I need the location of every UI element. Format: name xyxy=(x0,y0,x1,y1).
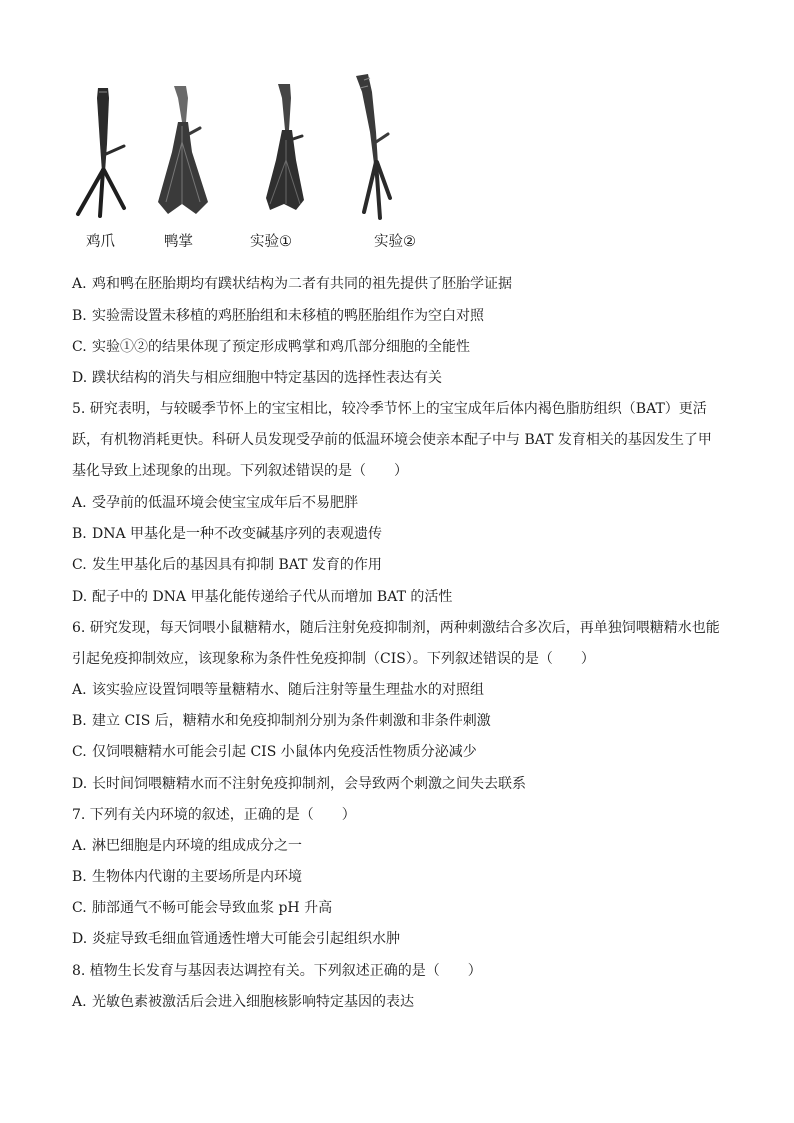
experiment-1-image xyxy=(256,80,320,215)
q5-option-a: A. 受孕前的低温环境会使宝宝成年后不易肥胖 xyxy=(72,495,358,511)
q6-option-b: B. 建立 CIS 后，糖精水和免疫抑制剂分别为条件刺激和非条件刺激 xyxy=(72,713,491,729)
q6-stem-line-1: 6. 研究发现，每天饲喂小鼠糖精水，随后注射免疫抑制剂，两种刺激结合多次后，再单独饲喂糖精水也能 xyxy=(72,620,720,636)
q6-option-d: D. 长时间饲喂糖精水而不注射免疫抑制剂，会导致两个刺激之间失去联系 xyxy=(72,776,526,792)
q4-option-a: A. 鸡和鸭在胚胎期均有蹼状结构为二者有共同的祖先提供了胚胎学证据 xyxy=(72,276,512,292)
q5-option-c: C. 发生甲基化后的基因具有抑制 BAT 发育的作用 xyxy=(72,557,382,573)
q5-stem-line-2: 跃，有机物消耗更快。科研人员发现受孕前的低温环境会使亲本配子中与 BAT 发育相关的基因发生了甲 xyxy=(72,432,712,448)
q8-option-a: A. 光敏色素被激活后会进入细胞核影响特定基因的表达 xyxy=(72,994,414,1010)
specimen-figure xyxy=(66,70,446,260)
q6-stem-line-2: 引起免疫抑制效应，该现象称为条件性免疫抑制（CIS）。下列叙述错误的是（ ） xyxy=(72,651,595,667)
label-duck-foot: 鸭掌 xyxy=(164,234,193,250)
q6-option-c: C. 仅饲喂糖精水可能会引起 CIS 小鼠体内免疫活性物质分泌减少 xyxy=(72,744,477,760)
q4-option-c: C. 实验①②的结果体现了预定形成鸭掌和鸡爪部分细胞的全能性 xyxy=(72,339,470,355)
label-experiment-2: 实验② xyxy=(374,234,416,250)
label-chicken-foot: 鸡爪 xyxy=(86,234,115,250)
q5-option-d: D. 配子中的 DNA 甲基化能传递给子代从而增加 BAT 的活性 xyxy=(72,589,453,605)
duck-foot-image xyxy=(152,82,216,217)
q5-option-b: B. DNA 甲基化是一种不改变碱基序列的表观遗传 xyxy=(72,526,383,542)
q7-option-d: D. 炎症导致毛细血管通透性增大可能会引起组织水肿 xyxy=(72,931,400,947)
q5-stem-line-3: 基化导致上述现象的出现。下列叙述错误的是（ ） xyxy=(72,463,408,479)
q7-stem: 7. 下列有关内环境的叙述，正确的是（ ） xyxy=(72,807,356,823)
q7-option-b: B. 生物体内代谢的主要场所是内环境 xyxy=(72,869,302,885)
q4-option-d: D. 蹼状结构的消失与相应细胞中特定基因的选择性表达有关 xyxy=(72,370,442,386)
q7-option-a: A. 淋巴细胞是内环境的组成成分之一 xyxy=(72,838,302,854)
q4-option-b: B. 实验需设置未移植的鸡胚胎组和未移植的鸭胚胎组作为空白对照 xyxy=(72,308,484,324)
label-experiment-1: 实验① xyxy=(250,234,292,250)
q8-stem: 8. 植物生长发育与基因表达调控有关。下列叙述正确的是（ ） xyxy=(72,963,482,979)
chicken-foot-image xyxy=(72,84,136,219)
q6-option-a: A. 该实验应设置饲喂等量糖精水、随后注射等量生理盐水的对照组 xyxy=(72,682,484,698)
q7-option-c: C. 肺部通气不畅可能会导致血浆 pH 升高 xyxy=(72,900,333,916)
q5-stem-line-1: 5. 研究表明，与较暖季节怀上的宝宝相比，较冷季节怀上的宝宝成年后体内褐色脂肪组织（BAT）更活 xyxy=(72,401,707,417)
experiment-2-image xyxy=(346,72,410,222)
